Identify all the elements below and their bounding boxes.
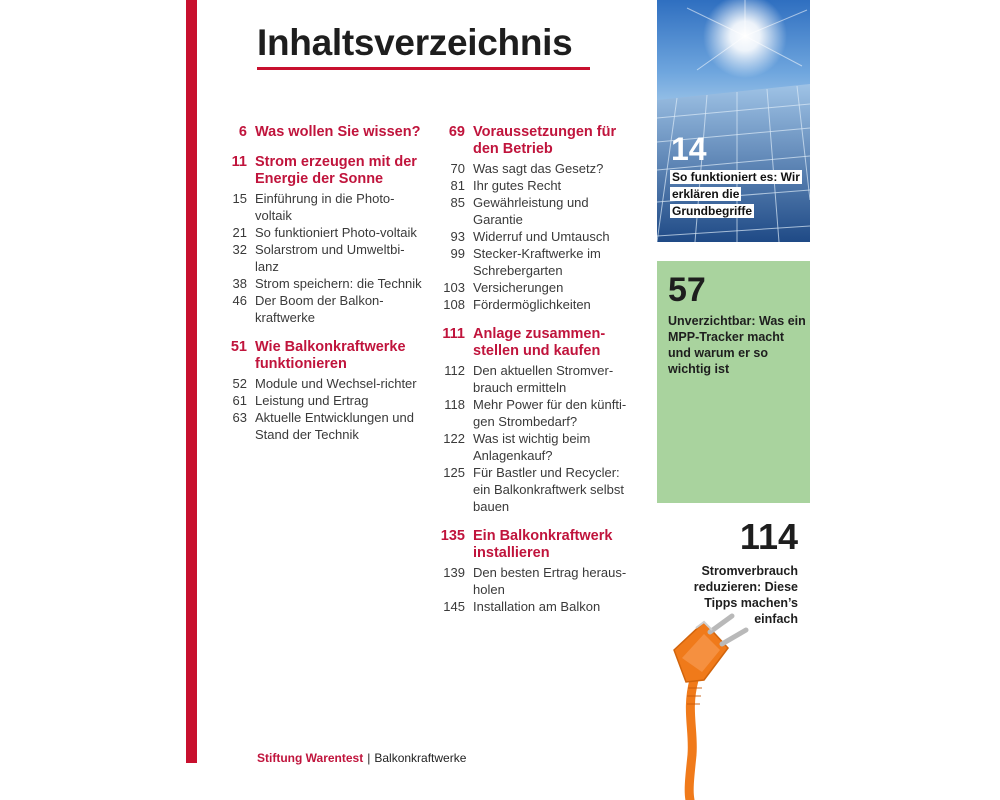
- toc-page-number: 125: [443, 465, 465, 480]
- toc-page-number: 6: [238, 124, 247, 140]
- toc-page-number: 11: [231, 154, 247, 170]
- teaser-page-number: 57: [668, 271, 706, 309]
- toc-entry[interactable]: [222, 224, 422, 241]
- toc-heading-row[interactable]: [222, 154, 422, 188]
- toc-page-number: 81: [450, 178, 465, 193]
- toc-entry-text: Was sagt das Gesetz?: [473, 161, 604, 176]
- toc-heading: Wie Balkonkraftwerke funktionieren: [255, 339, 406, 372]
- toc-entry[interactable]: [431, 598, 636, 615]
- toc-entry[interactable]: [222, 292, 422, 326]
- toc-entry[interactable]: [431, 396, 636, 430]
- teaser-caption: Stromverbrauch reduzieren: Diese Tipps machen’s einfach: [693, 564, 798, 626]
- toc-section: [222, 124, 422, 141]
- teaser-page-number[interactable]: 114: [739, 516, 798, 557]
- toc-page-number: 21: [232, 225, 247, 240]
- toc-entry-text: Für Bastler und Recycler: ein Balkonkraftwerk selbst bauen: [473, 465, 625, 514]
- toc-section: [431, 326, 636, 515]
- footer-brand: Stiftung Warentest: [257, 751, 364, 765]
- toc-section: [222, 154, 422, 326]
- toc-page-number: 139: [443, 565, 465, 580]
- toc-entry[interactable]: [431, 279, 636, 296]
- toc-page-number: 15: [232, 191, 247, 206]
- toc-entry-text: Installation am Balkon: [473, 599, 601, 614]
- toc-page-number: 108: [443, 297, 465, 312]
- toc-page-number: 61: [232, 393, 247, 408]
- toc-heading-row[interactable]: [222, 124, 422, 141]
- toc-entry-text: So funktioniert Photo-voltaik: [255, 225, 417, 240]
- toc-column-left: [222, 124, 422, 456]
- toc-entry[interactable]: [431, 296, 636, 313]
- toc-page-number: 111: [442, 326, 465, 342]
- toc-entry-text: Widerruf und Umtausch: [473, 229, 610, 244]
- toc-entry-text: Solarstrom und Umweltbi-lanz: [255, 242, 405, 274]
- toc-entry-text: Einführung in die Photo-voltaik: [255, 191, 395, 223]
- footer: [257, 751, 466, 765]
- toc-heading-row[interactable]: [431, 124, 636, 158]
- toc-section: [222, 339, 422, 443]
- power-plug-icon: [664, 610, 754, 800]
- toc-page-number: 51: [230, 339, 247, 355]
- toc-entry-text: Aktuelle Entwicklungen und Stand der Technik: [255, 410, 414, 442]
- solar-teaser[interactable]: [657, 0, 810, 242]
- toc-entry[interactable]: [222, 409, 422, 443]
- toc-entry[interactable]: [431, 228, 636, 245]
- toc-page-number: 103: [443, 280, 465, 295]
- footer-book-title: Balkonkraftwerke: [374, 751, 467, 765]
- toc-entry[interactable]: [222, 275, 422, 292]
- toc-heading-row[interactable]: [431, 528, 636, 562]
- toc-page-number: 145: [443, 599, 465, 614]
- toc-section: [431, 528, 636, 615]
- toc-entry-text: Fördermöglichkeiten: [473, 297, 591, 312]
- toc-page-number: 46: [232, 293, 247, 308]
- toc-entry[interactable]: [431, 177, 636, 194]
- toc-page-number: 63: [232, 410, 247, 425]
- toc-section: [431, 124, 636, 313]
- toc-page-number: 135: [440, 528, 465, 544]
- toc-page-number: 112: [444, 363, 465, 378]
- toc-page-number: 32: [232, 242, 247, 257]
- toc-heading: Anlage zusammen-stellen und kaufen: [473, 326, 606, 359]
- toc-entry-text: Versicherungen: [473, 280, 564, 295]
- toc-heading: Strom erzeugen mit der Energie der Sonne: [255, 154, 417, 187]
- toc-entry-text: Module und Wechsel-richter: [255, 376, 417, 391]
- toc-page-number: 99: [450, 246, 465, 261]
- toc-column-right: [431, 124, 636, 628]
- toc-entry[interactable]: [431, 194, 636, 228]
- toc-entry[interactable]: [431, 464, 636, 515]
- toc-entry-text: Gewährleistung und Garantie: [473, 195, 589, 227]
- toc-heading: Was wollen Sie wissen?: [255, 124, 421, 140]
- toc-entry[interactable]: [222, 241, 422, 275]
- toc-heading: Ein Balkonkraftwerk installieren: [473, 528, 613, 561]
- toc-page-number: 93: [450, 229, 465, 244]
- toc-entry-text: Ihr gutes Recht: [473, 178, 562, 193]
- toc-entry-text: Den aktuellen Stromver-brauch ermitteln: [473, 363, 614, 395]
- toc-entry-text: Mehr Power für den künfti-gen Strombedarf?: [473, 397, 627, 429]
- toc-page-number: 118: [444, 397, 465, 412]
- toc-entry-text: Was ist wichtig beim Anlagenkauf?: [473, 431, 591, 463]
- toc-entry-text: Leistung und Ertrag: [255, 393, 369, 408]
- toc-entry[interactable]: [431, 362, 636, 396]
- accent-bar: [186, 0, 197, 763]
- toc-page-number: 70: [450, 161, 465, 176]
- toc-entry[interactable]: [222, 392, 422, 409]
- toc-entry-text: Strom speichern: die Technik: [255, 276, 422, 291]
- toc-entry[interactable]: [431, 564, 636, 598]
- toc-page-number: 52: [232, 376, 247, 391]
- page-title: Inhaltsverzeichnis: [257, 22, 573, 63]
- toc-entry-text: Der Boom der Balkon-kraftwerke: [255, 293, 384, 325]
- toc-heading-row[interactable]: [431, 326, 636, 360]
- toc-page-number: 122: [443, 431, 465, 446]
- toc-entry[interactable]: [431, 245, 636, 279]
- toc-entry[interactable]: [222, 375, 422, 392]
- teaser-page-number: 14: [671, 131, 707, 167]
- toc-entry[interactable]: [222, 190, 422, 224]
- title-underline: [257, 67, 590, 70]
- toc-entry-text: Stecker-Kraftwerke im Schrebergarten: [473, 246, 601, 278]
- toc-page-number: 38: [232, 276, 247, 291]
- toc-heading-row[interactable]: [222, 339, 422, 373]
- mpp-tracker-teaser[interactable]: [657, 261, 810, 503]
- toc-page-number: 85: [450, 195, 465, 210]
- teaser-caption: Unverzichtbar: Was ein MPP-Tracker macht und warum er so wichtig ist: [668, 314, 806, 376]
- toc-page-number: 69: [448, 124, 465, 140]
- toc-entry[interactable]: [431, 430, 636, 464]
- toc-heading: Voraussetzungen für den Betrieb: [473, 124, 617, 157]
- toc-entry[interactable]: [431, 160, 636, 177]
- footer-separator: |: [367, 751, 371, 765]
- teaser-caption: So funktioniert es: Wir erklären die Grundbegriffe: [672, 170, 800, 218]
- toc-entry-text: Den besten Ertrag heraus-holen: [473, 565, 627, 597]
